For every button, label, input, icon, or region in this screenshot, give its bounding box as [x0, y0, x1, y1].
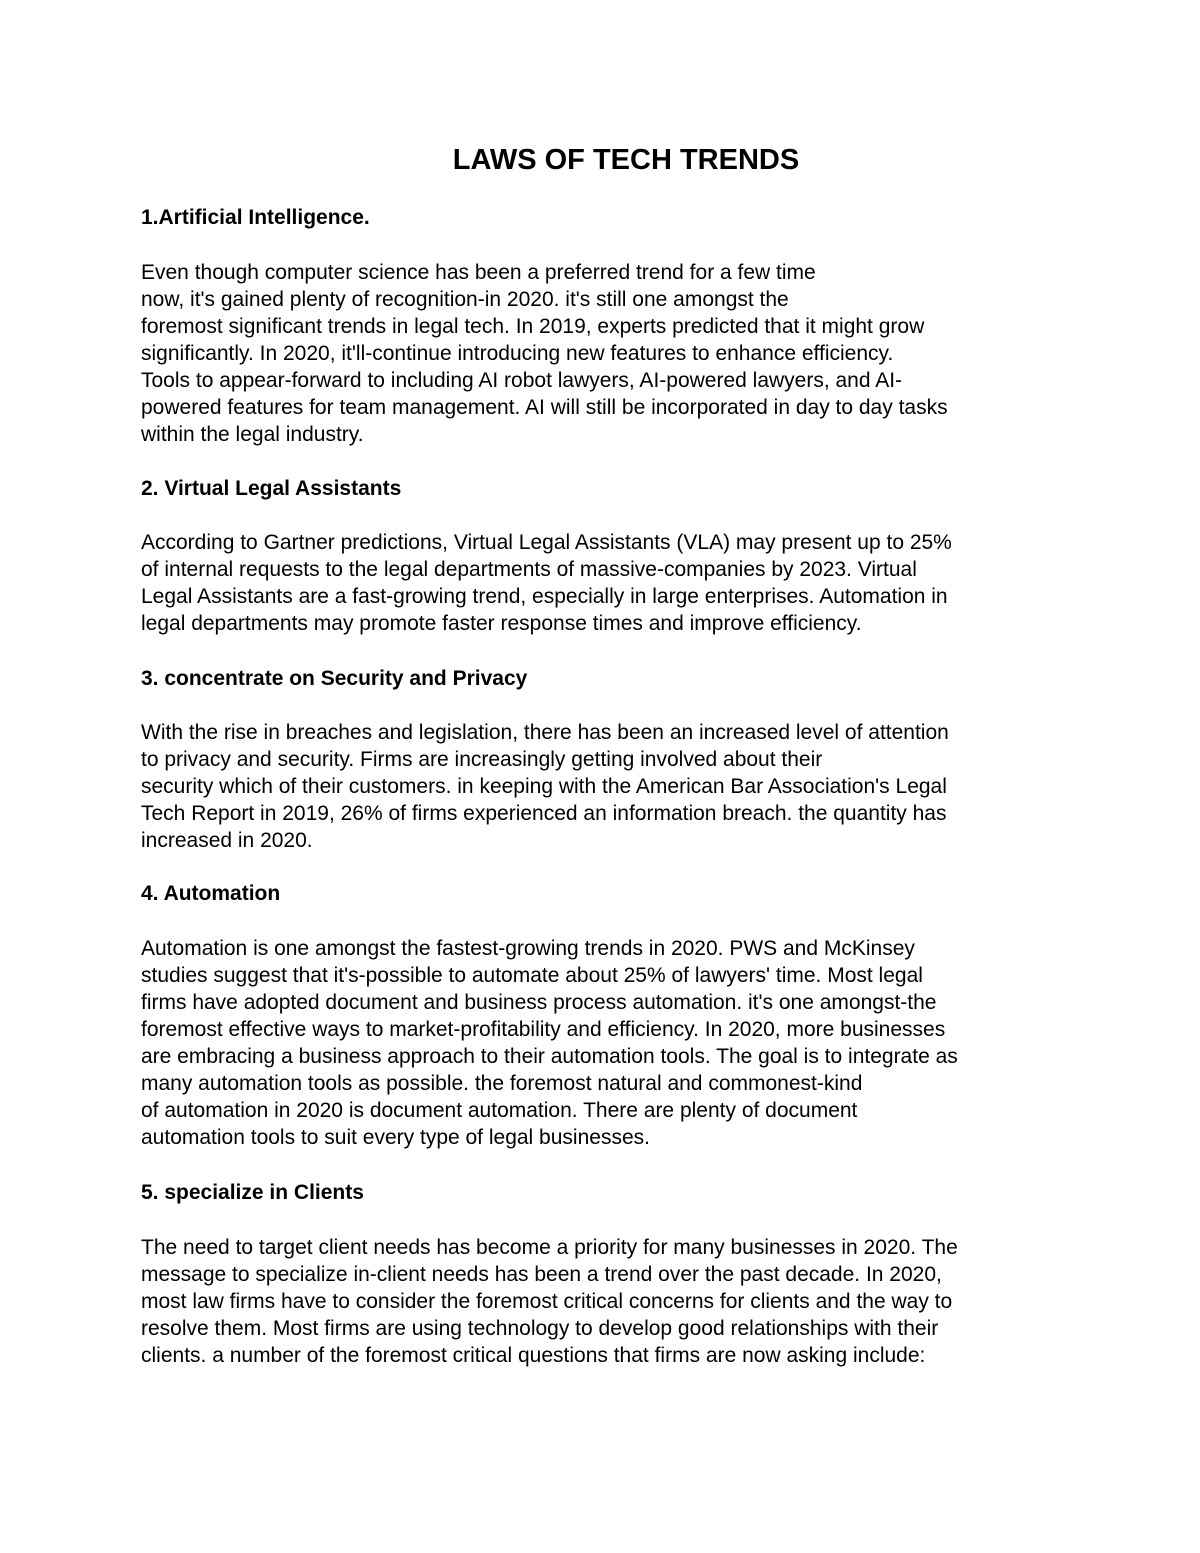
body-line: legal departments may promote faster response times and improve efficiency.	[141, 612, 862, 635]
section-body-automation	[141, 935, 1081, 1151]
body-line: message to specialize in-client needs has been a trend over the past decade. In 2020,	[141, 1263, 942, 1286]
body-line: According to Gartner predictions, Virtual Legal Assistants (VLA) may present up to 25%	[141, 531, 952, 554]
section-body-virtual-legal-assistants	[141, 529, 1081, 637]
body-line: Tech Report in 2019, 26% of firms experienced an information breach. the quantity has	[141, 802, 947, 825]
section-body-artificial-intelligence	[141, 259, 1081, 448]
body-line: foremost significant trends in legal tech. In 2019, experts predicted that it might grow	[141, 315, 925, 338]
body-line: within the legal industry.	[141, 423, 364, 446]
body-line: now, it's gained plenty of recognition-in 2020. it's still one amongst the	[141, 288, 789, 311]
body-line: clients. a number of the foremost critical questions that firms are now asking include:	[141, 1344, 926, 1367]
section-heading-specialize-in-clients: 5. specialize in Clients	[141, 1181, 364, 1204]
body-line: firms have adopted document and business process automation. it's one amongst-the	[141, 991, 937, 1014]
body-line: Legal Assistants are a fast-growing trend, especially in large enterprises. Automation in	[141, 585, 948, 608]
body-line: are embracing a business approach to their automation tools. The goal is to integrate as	[141, 1045, 958, 1068]
body-line: significantly. In 2020, it'll-continue introducing new features to enhance efficiency.	[141, 342, 894, 365]
body-line: foremost effective ways to market-profitability and efficiency. In 2020, more businesses	[141, 1018, 946, 1041]
body-line: most law firms have to consider the foremost critical concerns for clients and the way to	[141, 1290, 953, 1313]
section-body-security-and-privacy	[141, 719, 1081, 854]
section-heading-security-and-privacy: 3. concentrate on Security and Privacy	[141, 667, 528, 690]
body-line: automation tools to suit every type of legal businesses.	[141, 1126, 650, 1149]
document-title: LAWS OF TECH TRENDS	[452, 144, 800, 176]
body-line: of internal requests to the legal departments of massive-companies by 2023. Virtual	[141, 558, 917, 581]
body-line: security which of their customers. in keeping with the American Bar Association's Legal	[141, 775, 947, 798]
section-heading-virtual-legal-assistants: 2. Virtual Legal Assistants	[141, 477, 402, 500]
body-line: resolve them. Most firms are using technology to develop good relationships with their	[141, 1317, 939, 1340]
section-heading-automation: 4. Automation	[141, 882, 281, 905]
body-line: increased in 2020.	[141, 829, 313, 852]
body-line: The need to target client needs has become a priority for many businesses in 2020. The	[141, 1236, 958, 1259]
body-line: studies suggest that it's-possible to automate about 25% of lawyers' time. Most legal	[141, 964, 923, 987]
body-line: Tools to appear-forward to including AI robot lawyers, AI-powered lawyers, and AI-	[141, 369, 903, 392]
body-line: With the rise in breaches and legislation, there has been an increased level of attention	[141, 721, 949, 744]
body-line: to privacy and security. Firms are increasingly getting involved about their	[141, 748, 823, 771]
body-line: Even though computer science has been a preferred trend for a few time	[141, 261, 816, 284]
section-heading-artificial-intelligence: 1.Artificial Intelligence.	[141, 206, 370, 229]
section-body-specialize-in-clients	[141, 1234, 1081, 1369]
body-line: powered features for team management. AI will still be incorporated in day to day tasks	[141, 396, 948, 419]
body-line: of automation in 2020 is document automation. There are plenty of document	[141, 1099, 858, 1122]
body-line: Automation is one amongst the fastest-growing trends in 2020. PWS and McKinsey	[141, 937, 915, 960]
body-line: many automation tools as possible. the foremost natural and commonest-kind	[141, 1072, 863, 1095]
